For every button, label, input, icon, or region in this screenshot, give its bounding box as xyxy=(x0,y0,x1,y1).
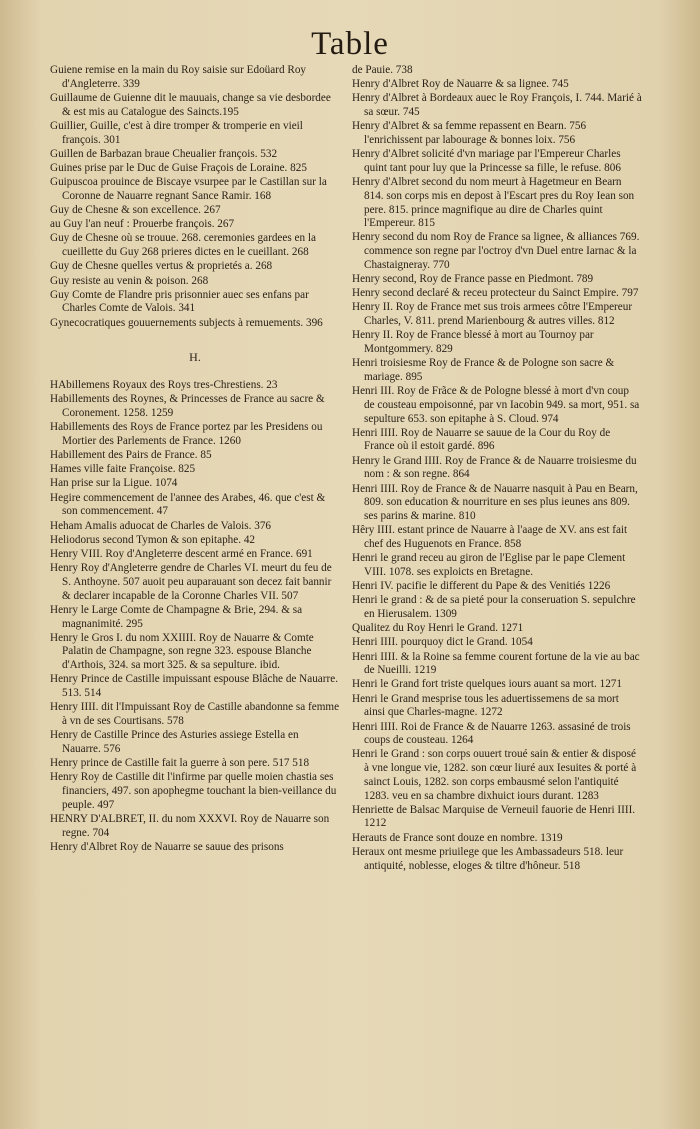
index-entry: Guiene remise en la main du Roy saisie sur Edoüard Roy d'Angleterre. 339 xyxy=(50,64,307,90)
index-entry: Herauts de France sont douze en nombre. 1319 xyxy=(352,831,563,844)
index-entry: Guy Comte de Flandre pris prisonnier auec ses enfans par Charles Comte de Valois. 341 xyxy=(50,288,309,315)
page-title: Table xyxy=(311,26,389,62)
index-entry: Henry de Castille Prince des Asturies assiege Estella en Nauarre. 576 xyxy=(50,729,299,755)
index-entry: Henri IIII. pourquoy dict le Grand. 1054 xyxy=(352,636,533,649)
index-entry: Henry d'Albret Roy de Nauarre se sauue des prisons xyxy=(50,840,284,853)
index-entry: Henri troisiesme Roy de France & de Pologne son sacre & mariage. 895 xyxy=(352,357,615,383)
index-entry: Heraux ont mesme priuilege que les Ambassadeurs 518. leur antiquité, noblesse, eloges & tiltre d'hôneur. 518 xyxy=(352,845,624,872)
index-entry: Henry prince de Castille fait la guerre à son pere. 517 518 xyxy=(50,757,310,770)
index-entry: Henry d'Albret solicité d'vn mariage par l'Empereur Charles quint tant pour luy que la Princesse sa fille, le refuse. 806 xyxy=(352,148,621,174)
index-entry: Henry Roy de Castille dit l'infirme par quelle moien chastia ses financiers, 497. son apophegme touchant la bien-veillance du peuple. 497 xyxy=(50,771,337,811)
index-entry: Guipuscoa prouince de Biscaye vsurpee par le Castillan sur la Coronne de Nauarre regnant Sance Ramir. 168 xyxy=(50,176,327,202)
index-entry: Henri IV. pacifie le different du Pape & des Venitiés 1226 xyxy=(352,580,611,593)
index-entry: Henri IIII. Roy de France & de Nauarre nasquit à Pau en Bearn, 809. son education & nourriture en ses plus ieunes ans 809. ses parins & marine. 810 xyxy=(352,482,638,522)
index-entry: Henry IIII. dit l'Impuissant Roy de Castille abandonne sa femme à vn de ses Courtisans. 578 xyxy=(50,701,340,727)
index-entry: Gynecocratiques gouuernements subjects à remuements. 396 xyxy=(50,316,323,329)
left-column xyxy=(50,64,340,855)
index-entry: Henri III. Roy de Frãce & de Pologne blessé à mort d'vn coup de cousteau empoisonné, par vn Iacobin 949. sa mort, 951. sa sepulture 653. son epitaphe à S. Cloud. 974 xyxy=(352,385,640,425)
index-entry: Henry d'Albret second du nom meurt à Hagetmeur en Bearn 814. son corps mis en depost à l'Escart pres du Roy Iean son pere. 815. prince magnifique au dire de Charles quint l'Empereur. 815 xyxy=(352,176,635,230)
index-entry: Hames ville faite Françoise. 825 xyxy=(50,463,196,476)
index-entry: de Pauie. 738 xyxy=(352,64,413,76)
index-entry: Henry le Large Comte de Champagne & Brie, 294. & sa magnanimité. 295 xyxy=(50,603,303,630)
index-entry: Henry le Grand IIII. Roy de France & de Nauarre troisiesme du nom : & son regne. 864 xyxy=(352,454,637,481)
entries-h-list xyxy=(50,379,340,854)
index-entry: Henri le grand : & de sa pieté pour la conseruation S. sepulchre en Hierusalem. 1309 xyxy=(352,594,636,620)
index-entry: Henri le Grand mesprise tous les aduertissemens de sa mort ainsi que Charles-magne. 1272 xyxy=(352,692,619,719)
index-entry: Henry Prince de Castille impuissant espouse Blâche de Nauarre. 513. 514 xyxy=(50,673,338,700)
entries-g-list xyxy=(50,64,340,330)
index-entry: Guy de Chesne quelles vertus & proprietés a. 268 xyxy=(50,260,273,273)
index-entry: Henri le Grand fort triste quelques iours auant sa mort. 1271 xyxy=(352,678,622,691)
index-entry: Henry second declaré & receu protecteur du Sainct Empire. 797 xyxy=(352,287,639,300)
index-entry: Henry second du nom Roy de France sa lignee, & alliances 769. commence son regne par l'octroy d'vn Duel entre Iarnac & la Chastaigneray. 770 xyxy=(352,231,640,271)
index-entry: Henri le Grand : son corps ouuert troué sain & entier & disposé à vne longue vie, 1282. son cœur liuré aux Iesuites & porté à sainct Louis, 1282. son corps embausmé selon l'antiquité 1283. veu en sa chambre dixhuict iours durant. 1283 xyxy=(352,748,637,802)
index-entry: Henry II. Roy de France blessé à mort au Tournoy par Montgommery. 829 xyxy=(352,329,594,356)
index-entry: Guillier, Guille, c'est à dire tromper & tromperie en vieil françois. 301 xyxy=(50,119,303,146)
index-entry: Habillements des Roynes, & Princesses de France au sacre & Coronement. 1258. 1259 xyxy=(50,393,325,419)
index-entry: au Guy l'an neuf : Prouerbe françois. 267 xyxy=(50,218,235,231)
index-entry: Qualitez du Roy Henri le Grand. 1271 xyxy=(352,622,524,635)
index-entry: Hegire commencement de l'annee des Arabes, 46. que c'est & son commencement. 47 xyxy=(50,491,326,518)
section-heading-h: H. xyxy=(189,350,201,365)
index-entry: Habillement des Pairs de France. 85 xyxy=(50,449,212,462)
index-entry: Guillaume de Guienne dit le mauuais, change sa vie desbordee & est mis au Catalogue des Saincts.195 xyxy=(50,91,331,118)
index-entry: Henri IIII. Roy de Nauarre se sauue de la Cour du Roy de France où il estoit gardé. 896 xyxy=(352,426,611,453)
index-entry: Henri le grand receu au giron de l'Eglise par le pape Clement VIII. 1078. ses exploicts en Bretagne. xyxy=(352,552,626,578)
index-entry: Heham Amalis aduocat de Charles de Valois. 376 xyxy=(50,519,272,532)
index-entry: Guines prise par le Duc de Guise Fraçois de Loraine. 825 xyxy=(50,161,307,174)
index-entry: Henry VIII. Roy d'Angleterre descent armé en France. 691 xyxy=(50,548,313,560)
index-entry: Henry II. Roy de France met sus trois armees côtre l'Empereur Charles, V. 811. prend Marienbourg & autres villes. 812 xyxy=(352,301,633,328)
index-entry: Henry d'Albret à Bordeaux auec le Roy François, I. 744. Marié à sa sœur. 745 xyxy=(352,92,642,119)
index-entry: Henry d'Albret Roy de Nauarre & sa lignee. 745 xyxy=(352,78,569,91)
index-entry: Henri IIII. Roi de France & de Nauarre 1263. assasiné de trois coups de cousteau. 1264 xyxy=(352,720,631,747)
index-entry: Guy resiste au venin & poison. 268 xyxy=(50,274,209,287)
index-entry: Habillements des Roys de France portez par les Presidens ou Mortier des Parlements de France. 1260 xyxy=(50,421,323,447)
index-entry: HENRY D'ALBRET, II. du nom XXXVI. Roy de Nauarre son regne. 704 xyxy=(50,812,330,839)
index-entry: Henriette de Balsac Marquise de Verneuil fauorie de Henri IIII. 1212 xyxy=(352,803,636,830)
index-entry: Guy de Chesne où se trouue. 268. ceremonies gardees en la cueillette du Guy 268 prieres dictes en le cueillant. 268 xyxy=(50,232,316,259)
right-column xyxy=(352,64,642,874)
index-entry: Henri IIII. & la Roine sa femme courent fortune de la vie au bac de Nueilli. 1219 xyxy=(352,650,640,677)
index-entry: Henry Roy d'Angleterre gendre de Charles VI. meurt du feu de S. Anthoyne. 507 auoit peu auparauant son decez fait bannir & declarer incapable de la Coronne Charles VII. 507 xyxy=(50,562,332,602)
index-entry: Henry le Gros I. du nom XXIIII. Roy de Nauarre & Comte Palatin de Champagne, son regne 323. espouse Blanche d'Arthois, 324. sa mort 325. & sa sepulture. ibid. xyxy=(50,631,314,672)
index-entry: HAbillemens Royaux des Roys tres-Chrestiens. 23 xyxy=(50,379,278,392)
index-entry: Guillen de Barbazan braue Cheualier françois. 532 xyxy=(50,147,278,160)
index-entry: Henry second, Roy de France passe en Piedmont. 789 xyxy=(352,273,594,286)
index-entry: Heliodorus second Tymon & son epitaphe. 42 xyxy=(50,533,256,546)
index-entry: Guy de Chesne & son excellence. 267 xyxy=(50,204,221,217)
index-entry: Henry d'Albret & sa femme repassent en Bearn. 756 l'enrichissent par labourage & bonnes loix. 756 xyxy=(352,120,587,147)
index-entry: Han prise sur la Ligue. 1074 xyxy=(50,477,178,490)
index-entry: Hêry IIII. estant prince de Nauarre à l'aage de XV. ans est fait chef des Huguenots en France. 858 xyxy=(352,524,628,550)
